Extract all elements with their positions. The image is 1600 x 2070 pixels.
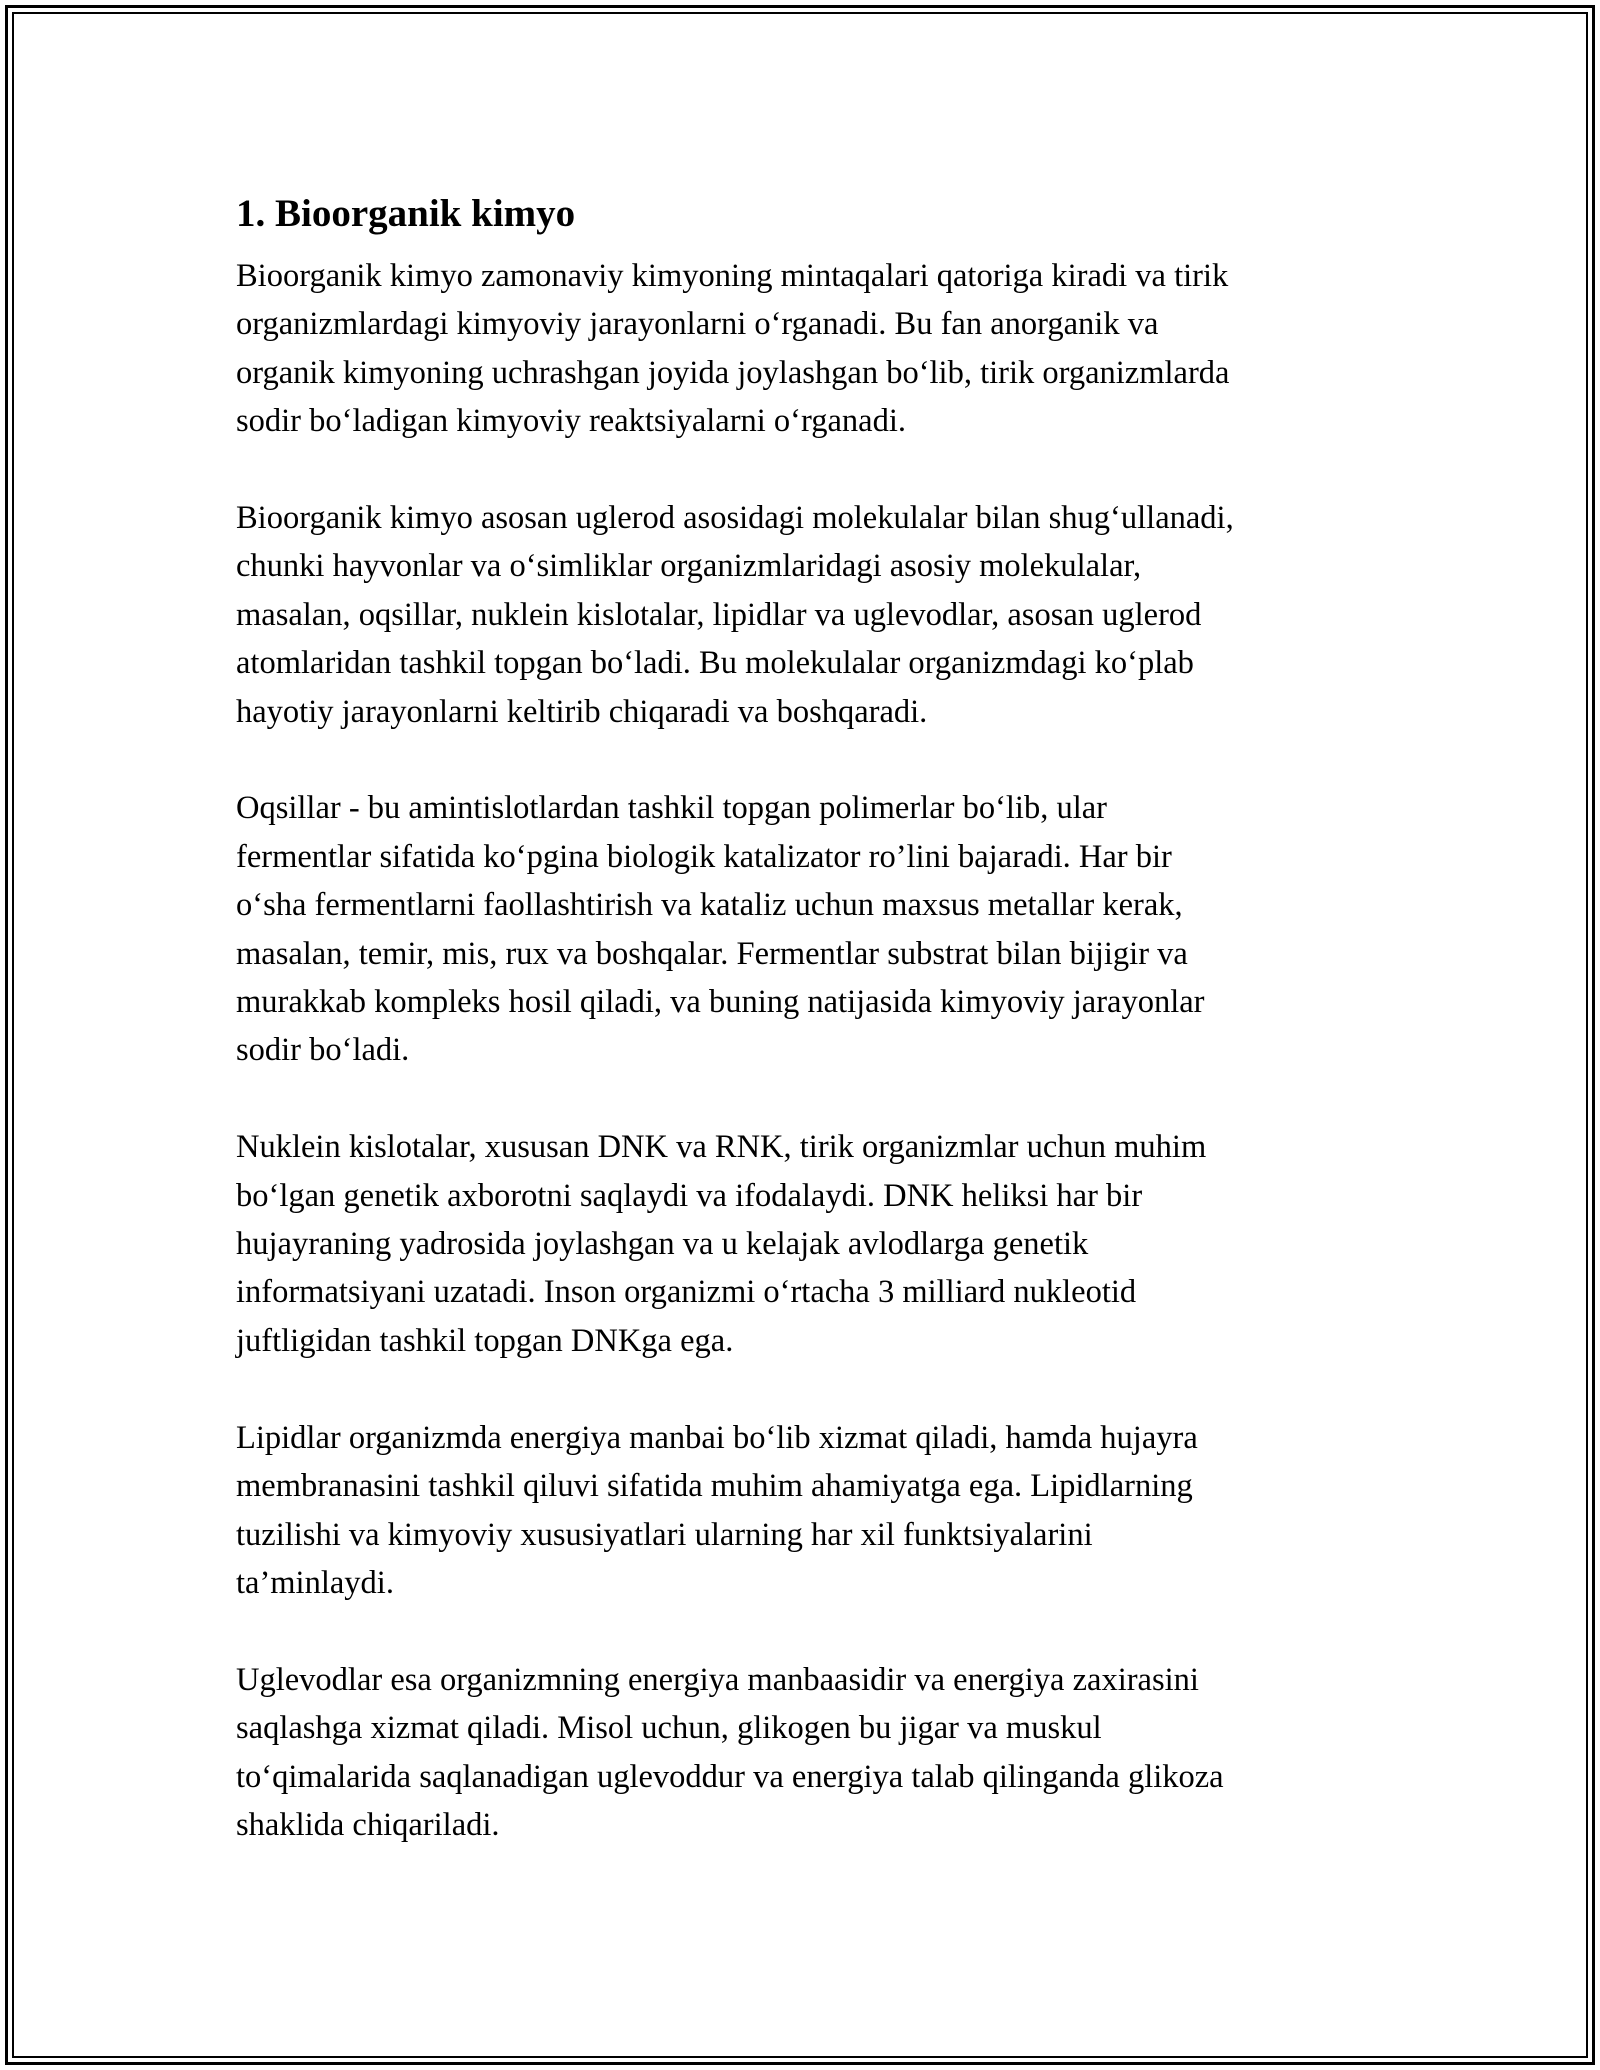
paragraph-proteins: Oqsillar - bu amintislotlardan tashkil topgan polimerlar bo‘lib, ular fermentlar sifatida ko‘pgina biologik katalizator ro’lini bajaradi. Har bir o‘sha fermentlarni faollashtirish va kataliz uchun maxsus metallar kerak, masalan, temir, mis, rux va boshqalar. Fermentlar substrat bilan bijigir va murakkab kompleks hosil qiladi, va buning natijasida kimyoviy jarayonlar sodir bo‘ladi. [236,790,1205,1069]
paragraph-carbon-molecules: Bioorganik kimyo asosan uglerod asosidagi molekulalar bilan shug‘ullanadi, chunki hayvonlar va o‘simliklar organizmlaridagi asosiy molekulalar, masalan, oqsillar, nuklein kislotalar, lipidlar va uglevodlar, asosan uglerod atomlaridan tashkil topgan bo‘ladi. Bu molekulalar organizmdagi ko‘plab hayotiy jarayonlarni keltirib chiqaradi va boshqaradi. [236,500,1234,730]
paragraph-carbohydrates: Uglevodlar esa organizmning energiya manbaasidir va energiya zaxirasini saqlashga xizmat qiladi. Misol uchun, glikogen bu jigar va muskul to‘qimalarida saqlanadigan uglevoddur va energiya talab qilinganda glikoza shaklida chiqariladi. [236,1661,1224,1843]
document-body [236,184,1376,1898]
paragraph-intro: Bioorganik kimyo zamonaviy kimyoning mintaqalari qatoriga kiradi va tirik organizmlardagi kimyoviy jarayonlarni o‘rganadi. Bu fan anorganik va organik kimyoning uchrashgan joyida joylashgan bo‘lib, tirik organizmlarda sodir bo‘ladigan kimyoviy reaktsiyalarni o‘rganadi. [236,258,1230,440]
paragraph-nucleic-acids: Nuklein kislotalar, xususan DNK va RNK, tirik organizmlar uchun muhim bo‘lgan genetik axborotni saqlaydi va ifodalaydi. DNK heliksi har bir hujayraning yadrosida joylashgan va u kelajak avlodlarga genetik informatsiyani uzatadi. Inson organizmi o‘rtacha 3 milliard nukleotid juftligidan tashkil topgan DNKga ega. [236,1129,1207,1359]
section-title: 1. Bioorganik kimyo [236,192,576,235]
paragraph-lipids: Lipidlar organizmda energiya manbai bo‘lib xizmat qiladi, hamda hujayra membranasini tashkil qiluvi sifatida muhim ahamiyatga ega. Lipidlarning tuzilishi va kimyoviy xususiyatlari ularning har xil funktsiyalarini ta’minlaydi. [236,1419,1198,1601]
